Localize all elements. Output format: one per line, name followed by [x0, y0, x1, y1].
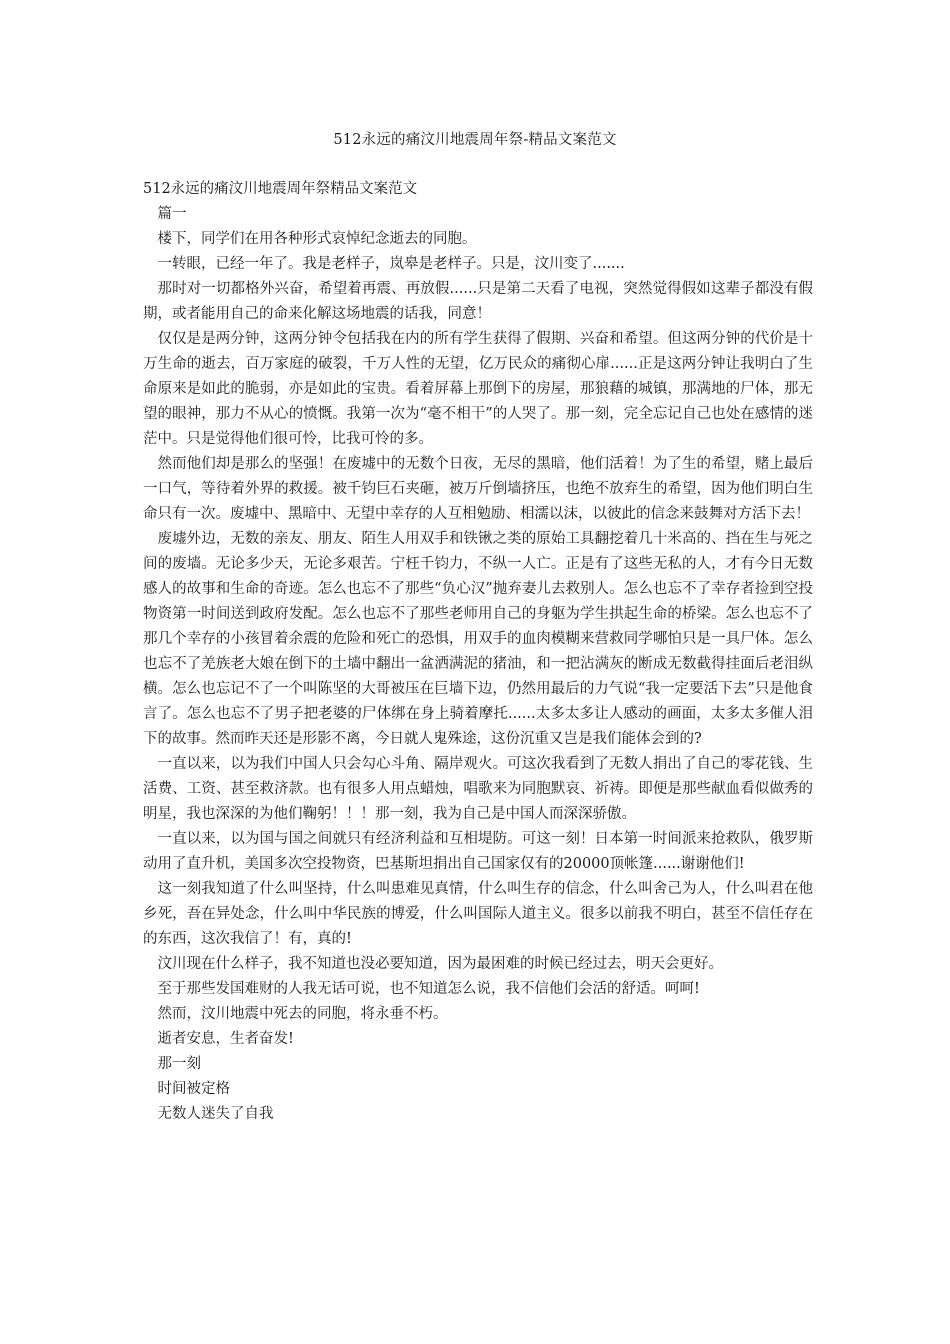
paragraph: 然而，汶川地震中死去的同胞，将永垂不朽。 — [157, 1006, 448, 1022]
document-title: 512永远的痛汶川地震周年祭-精品文案范文 — [333, 132, 617, 148]
section-heading: 篇一 — [157, 206, 187, 222]
paragraph: 楼下，同学们在用各种形式哀悼纪念逝去的同胞。 — [157, 231, 477, 247]
paragraph: 一转眼，已经一年了。我是老样子，岚皋是老样子。只是，汶川变了....... — [157, 256, 625, 272]
poem-line: 那一刻 — [157, 1056, 201, 1072]
paragraph: 汶川现在什么样子，我不知道也没必要知道，因为最困难的时候已经过去，明天会更好。 — [157, 956, 723, 972]
paragraph: 废墟外边，无数的亲友、朋友、陌生人用双手和铁锹之类的原始工具翻挖着几十米高的、挡在生与死之间的废墙。无论多少天，无论多艰苦。宁枉千钧力，不纵一人亡。正是有了这些无私的人，才有今日无数感人的故事和生命的奇迹。怎么也忘不了那些“负心汉”抛弃妻儿去救别人。怎么也忘不了幸存者捡到空投物资第一时间送到政府发配。怎么也忘不了那些老师用自己的身躯为学生拱起生命的桥梁。怎么也忘不了那几个幸存的小孩冒着余震的危险和死亡的恐惧，用双手的血肉模糊来营救同学哪怕只是一具尸体。怎么也忘不了羌族老大娘在倒下的土墙中翻出一盆洒满泥的猪油，和一把沾满灰的断成无数截得挂面后老泪纵横。怎么也忘记不了一个叫陈坚的大哥被压在巨墙下边，仍然用最后的力气说“我一定要活下去”只是他食言了。怎么也忘不了男子把老婆的尸体绑在身上骑着摩托......太多太多让人感动的画面，太多太多催人泪下的故事。然而昨天还是形影不离，今日就人鬼殊途，这份沉重又岂是我们能体会到的? — [143, 531, 813, 747]
paragraph: 然而他们却是那么的坚强！在废墟中的无数个日夜，无尽的黑暗，他们活着！为了生的希望，赌上最后一口气，等待着外界的救援。被千钧巨石夹砸，被万斤倒墙挤压，也绝不放弃生的希望，因为他们明白生命只有一次。废墟中、黑暗中、无望中幸存的人互相勉励、相濡以沫，以彼此的信念来鼓舞对方活下去！ — [143, 456, 813, 522]
document-subtitle: 512永远的痛汶川地震周年祭精品文案范文 — [143, 181, 418, 197]
paragraph: 逝者安息，生者奋发! — [157, 1031, 294, 1047]
paragraph: 至于那些发国难财的人我无话可说，也不知道怎么说，我不信他们会活的舒适。呵呵! — [157, 981, 700, 997]
document-body — [143, 177, 813, 1127]
paragraph: 仅仅是是两分钟，这两分钟令包括我在内的所有学生获得了假期、兴奋和希望。但这两分钟的代价是十万生命的逝去，百万家庭的破裂，千万人性的无望，亿万民众的痛彻心扉......正是这两分钟让我明白了生命原来是如此的脆弱，亦是如此的宝贵。看着屏幕上那倒下的房屋，那狼藉的城镇，那满地的尸体，那无望的眼神，那力不从心的愤慨。我第一次为“毫不相干”的人哭了。那一刻，完全忘记自己也处在感情的迷茫中。只是觉得他们很可怜，比我可怜的多。 — [143, 331, 813, 447]
paragraph: 那时对一切都格外兴奋，希望着再震、再放假......只是第二天看了电视，突然觉得假如这辈子都没有假期，或者能用自己的命来化解这场地震的话我，同意！ — [143, 281, 813, 322]
paragraph: 一直以来，以为国与国之间就只有经济利益和互相堤防。可这一刻！日本第一时间派来抢救队，俄罗斯动用了直升机，美国多次空投物资，巴基斯坦捐出自己国家仅有的20000顶帐篷......谢谢他们! — [143, 831, 813, 872]
paragraph: 一直以来，以为我们中国人只会勾心斗角、隔岸观火。可这次我看到了无数人捐出了自己的零花钱、生活费、工资、甚至救济款。也有很多人用点蜡烛，唱歌来为同胞默哀、祈祷。即便是那些献血看似做秀的明星，我也深深的为他们鞠躬！！！那一刻，我为自己是中国人而深深骄傲。 — [143, 756, 813, 822]
paragraph: 这一刻我知道了什么叫坚持，什么叫患难见真情，什么叫生存的信念，什么叫舍己为人，什么叫君在他乡死，吾在异处念，什么叫中华民族的博爱，什么叫国际人道主义。很多以前我不明白，甚至不信任存在的东西，这次我信了！有，真的! — [143, 881, 813, 947]
poem-line: 时间被定格 — [157, 1081, 230, 1097]
poem-line: 无数人迷失了自我 — [157, 1106, 274, 1122]
